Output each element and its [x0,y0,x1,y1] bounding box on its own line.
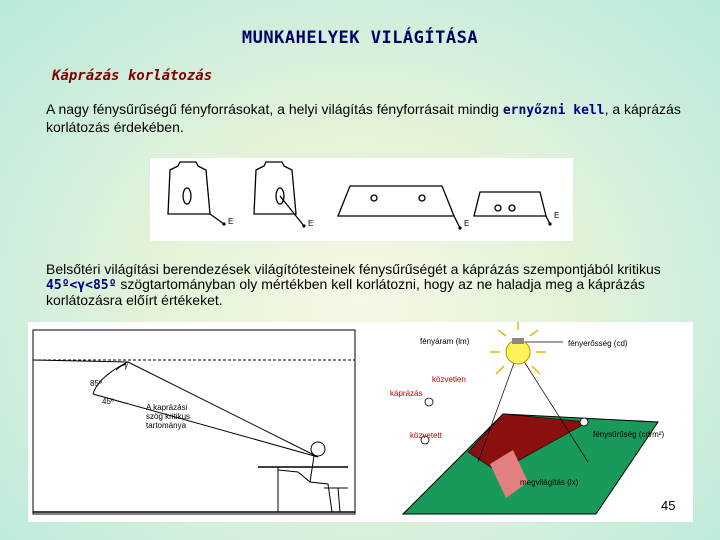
luminaire-4-lamp-b [509,205,515,211]
eye-direct-icon [425,398,433,406]
paragraph-shielding-text-a: A nagy fénysűrűségű fényforrásokat, a helyi világítás fényforrásait mindig [46,101,503,117]
sight-line-lower [93,394,318,457]
luminaire-1-lamp [183,188,191,204]
slide-subtitle: Káprázás korlátozás [52,68,213,84]
slide-title: MUNKAHELYEK VILÁGÍTÁSA [241,28,479,48]
critical-text-2: szög kritikus [146,412,191,421]
luminaire-3-body [338,186,454,216]
luminaire-4-lamp-a [495,205,501,211]
eye-label-2: E [308,219,314,228]
person-head [311,442,325,456]
paragraph-critical-angle [46,262,706,308]
person-body [310,456,332,512]
intensity-label: fényerősség (cd) [568,339,628,348]
critical-angle-range: 45º<γ<85º [46,278,117,293]
luminaire-1-body [168,162,210,214]
eye-luminance-icon [580,418,588,426]
paragraph-shielding [46,101,686,135]
eye-label-1: E [228,217,234,226]
luminaire-3-lamp-a [371,195,377,201]
lamp-socket [512,338,524,344]
luminaire-3-lamp-b [419,195,425,201]
glare-figures-panel [28,322,693,522]
direct-label: közvetlen [432,375,466,384]
flux-label: fényáram (lm) [420,337,470,346]
shielding-highlight: ernyőzni kell [502,103,605,118]
paragraph-critical-text-a: Belsőtéri világítási berendezések világítótesteinek fénysűrűségét a káprázás szempontjából kritikus [46,261,661,277]
eye-label-4: E [554,211,560,220]
critical-angle-drawing [28,322,693,522]
gamma-label: γ [124,361,128,370]
indirect-label: közvetett [410,431,443,440]
critical-text-1: A kaprázási [146,403,188,412]
eye-label-3: E [464,219,470,228]
angle-85-label: 85º [90,379,102,388]
luminance-label: fénysűrűség (cd/m²) [593,430,665,439]
luminaire-shielding-figure [150,158,573,241]
luminaire-4-body [474,192,546,216]
illuminance-label: megvilágítás (lx) [520,478,579,487]
luminaire-2-body [254,162,296,214]
critical-text-3: tartománya [146,421,187,430]
page-number: 45 [661,498,676,513]
angle-45-label: 45º [102,397,114,406]
chair [324,488,348,512]
glare-label: káprázás [390,389,423,398]
paragraph-shielding-text-b: , a káprázás korlátozás érdekében. [46,101,681,135]
luminaire-shielding-drawing [150,158,573,241]
paragraph-critical-text-b: szögtartományban oly mértékben kell korlátozni, hogy az ne haladja meg a káprázás korlátozásra előírt értékeket. [46,276,645,308]
